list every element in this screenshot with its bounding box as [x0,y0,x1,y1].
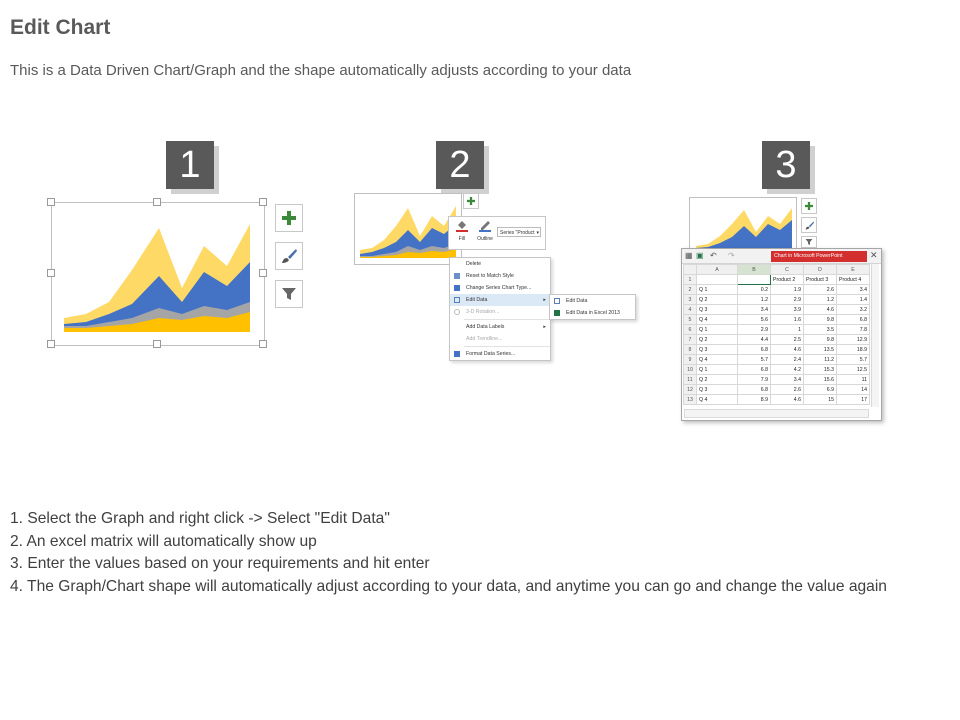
instructions-list [10,508,950,598]
row-header[interactable]: 2 [684,285,697,295]
context-menu-item-delete[interactable] [450,258,550,270]
instruction-step: 3. Enter the values based on your requirements and hit enter [10,555,430,572]
cell[interactable]: Q 3 [697,345,738,355]
page-title: Edit Chart [10,16,111,39]
cell[interactable]: 1.2 [804,295,837,305]
row-header[interactable]: 5 [684,315,697,325]
context-menu-item-reset-style[interactable] [450,270,550,282]
table-row [684,385,870,395]
column-header[interactable]: C [771,265,804,275]
cell[interactable]: 4.6 [771,345,804,355]
edit-data-submenu [549,294,636,320]
cell[interactable]: 0.2 [738,285,771,295]
context-menu-item-3d-rotation[interactable] [450,306,550,318]
cell[interactable]: 3.9 [771,305,804,315]
chart-3-area-chart[interactable] [696,206,792,250]
cell[interactable]: Q 1 [697,285,738,295]
row-header[interactable]: 1 [684,275,697,285]
fill-label: Fill [458,236,466,242]
cell[interactable]: 3.5 [804,325,837,335]
sheet-toolbar [682,249,881,264]
cell[interactable]: Q 1 [697,365,738,375]
chevron-down-icon: ▾ [536,230,539,236]
resize-handle[interactable] [47,340,55,348]
row-header[interactable]: 8 [684,345,697,355]
excel-icon [554,310,560,316]
table-row [684,285,870,295]
cell[interactable]: 1.2 [738,295,771,305]
row-header[interactable]: 3 [684,295,697,305]
cell[interactable]: 6.9 [804,385,837,395]
page-subtitle: This is a Data Driven Chart/Graph and the shape automatically adjusts according to your data [10,62,632,79]
table-row [684,365,870,375]
cell[interactable] [738,275,771,285]
plus-icon [467,197,475,205]
row-header[interactable]: 4 [684,305,697,315]
grid-icon[interactable]: ▦ [685,251,693,260]
mini-chart-styles-button[interactable] [801,217,817,233]
cell[interactable]: 11 [837,375,870,385]
cell[interactable]: 2.4 [771,355,804,365]
cell[interactable]: Q 2 [697,295,738,305]
cell[interactable]: 14 [837,385,870,395]
table-row [684,335,870,345]
cell[interactable]: Q 4 [697,315,738,325]
brush-icon [281,248,297,264]
instruction-step: 4. The Graph/Chart shape will automatically adjust according to your data, and anytime you can go and change the value again [10,577,887,595]
chart-filters-button[interactable] [275,280,303,308]
cell[interactable]: Q 4 [697,355,738,365]
mini-chart-elements-button[interactable] [801,198,817,214]
cell[interactable]: 1.6 [771,315,804,325]
cell[interactable]: 13.5 [804,345,837,355]
filter-icon [805,238,813,246]
context-menu-item-label: Change Series Chart Type... [466,285,532,291]
cell[interactable]: 1.9 [771,285,804,295]
submenu-item-label: Edit Data [566,298,588,304]
column-header[interactable]: E [837,265,870,275]
cell[interactable]: Q 2 [697,335,738,345]
submenu-item-label: Edit Data in Excel 2013 [566,310,620,316]
row-header[interactable]: 9 [684,355,697,365]
column-header-row [684,265,870,275]
cell[interactable]: 4.4 [738,335,771,345]
context-menu-item-label: Add Trendline... [466,336,503,342]
table-row [684,305,870,315]
table-row [684,315,870,325]
cell[interactable]: Q 3 [697,305,738,315]
cell[interactable]: 15.6 [804,375,837,385]
undo-icon[interactable]: ↶ [710,251,717,260]
context-menu-item-label: Edit Data [466,297,488,303]
cell[interactable]: 5.6 [738,315,771,325]
resize-handle[interactable] [259,269,267,277]
horizontal-scrollbar[interactable] [684,409,869,418]
cell[interactable]: Q 3 [697,385,738,395]
context-menu-item-format-data-series[interactable] [450,348,550,360]
reset-icon [454,273,460,279]
chevron-right-icon: ▸ [543,297,546,303]
filter-icon [281,286,297,302]
cell[interactable]: 6.8 [837,315,870,325]
cell[interactable]: Q 1 [697,325,738,335]
cell[interactable]: 12.5 [837,365,870,375]
cell[interactable]: Product 3 [804,275,837,285]
chevron-right-icon: ▸ [543,324,546,330]
corner-cell[interactable] [684,265,697,275]
menu-divider [464,319,550,320]
cell[interactable]: 18.9 [837,345,870,355]
context-menu-item-label: Delete [466,261,481,267]
redo-icon[interactable]: ↷ [728,251,735,260]
instruction-step: 2. An excel matrix will automatically show up [10,532,317,550]
excel-icon[interactable]: ▣ [696,251,704,260]
pen-outline-icon [479,220,491,232]
context-menu-item-edit-data[interactable] [450,294,550,306]
row-header[interactable]: 7 [684,335,697,345]
cell[interactable]: Q 2 [697,375,738,385]
resize-handle[interactable] [153,340,161,348]
context-menu [449,257,551,361]
table-row [684,325,870,335]
cell[interactable]: 6.8 [738,365,771,375]
step-2-badge: 2 [436,141,484,189]
cell[interactable]: 12.9 [837,335,870,345]
vertical-scrollbar[interactable] [871,264,879,407]
cell[interactable]: Product 4 [837,275,870,285]
trendline-icon [454,336,460,342]
cell[interactable]: 5.7 [837,355,870,365]
cell[interactable]: 3.4 [771,375,804,385]
submenu-item-edit-data[interactable] [550,295,635,307]
chart-styles-button[interactable] [275,242,303,270]
resize-handle[interactable] [259,340,267,348]
close-icon[interactable]: ✕ [870,250,878,260]
column-header[interactable]: D [804,265,837,275]
format-icon [454,351,460,357]
cell[interactable]: 6.8 [738,385,771,395]
resize-handle[interactable] [153,198,161,206]
cell[interactable]: 3.4 [837,285,870,295]
row-header[interactable]: 13 [684,395,697,405]
excel-data-window[interactable] [681,248,882,421]
cell[interactable]: 11.2 [804,355,837,365]
instruction-step: 1. Select the Graph and right click -> Select "Edit Data" [10,510,390,527]
brush-icon [805,221,814,230]
context-menu-item-label: Add Data Labels [466,324,505,330]
labels-icon [454,324,460,330]
plus-icon [282,211,296,225]
resize-handle[interactable] [47,198,55,206]
paint-bucket-icon [456,220,468,232]
plus-icon [805,202,813,210]
cell[interactable]: 2.9 [738,325,771,335]
cell[interactable]: 17 [837,395,870,405]
submenu-item-edit-data-excel[interactable] [550,307,635,319]
menu-divider [464,346,550,347]
fill-button[interactable] [455,220,469,242]
step-3-badge: 3 [762,141,810,189]
cell[interactable]: 7.9 [738,375,771,385]
context-menu-item-add-data-labels[interactable] [450,321,550,333]
resize-handle[interactable] [47,269,55,277]
data-grid [683,264,870,405]
table-row [684,275,870,285]
cell[interactable]: 9.8 [804,315,837,325]
cell[interactable] [697,275,738,285]
cell[interactable]: 1.4 [837,295,870,305]
resize-handle[interactable] [259,198,267,206]
context-menu-item-label: 3-D Rotation... [466,309,500,315]
series-selector-value: Series "Product [500,230,535,236]
rotate-icon [454,309,460,315]
table-row [684,355,870,365]
context-menu-item-change-chart-type[interactable] [450,282,550,294]
context-menu-item-label: Reset to Match Style [466,273,514,279]
column-header[interactable]: B [738,265,771,275]
cell[interactable]: 4.6 [804,305,837,315]
cell[interactable]: 9.8 [804,335,837,345]
cell[interactable]: Product 2 [771,275,804,285]
row-header[interactable]: 10 [684,365,697,375]
cell[interactable]: 3.4 [738,305,771,315]
format-mini-toolbar [448,216,546,250]
cell[interactable]: 5.7 [738,355,771,365]
cell[interactable]: Q 4 [697,395,738,405]
cell[interactable]: 15.3 [804,365,837,375]
cell[interactable]: 15 [804,395,837,405]
outline-button[interactable] [475,220,495,242]
row-header[interactable]: 11 [684,375,697,385]
table-row [684,295,870,305]
cell[interactable]: 1 [771,325,804,335]
chart-1-area-chart[interactable] [64,222,252,332]
cell[interactable]: 4.6 [771,395,804,405]
table-row [684,345,870,355]
delete-icon [454,261,460,267]
cell[interactable]: 7.8 [837,325,870,335]
chart-elements-button[interactable] [275,204,303,232]
table-icon [454,297,460,303]
cell[interactable]: 2.6 [804,285,837,295]
series-selector[interactable] [497,227,541,237]
step-1-badge: 1 [166,141,214,189]
cell[interactable]: 6.8 [738,345,771,355]
chart-type-icon [454,285,460,291]
context-menu-item-add-trendline[interactable] [450,333,550,345]
row-header[interactable]: 12 [684,385,697,395]
mini-chart-filters-button[interactable] [801,236,817,248]
chart-2-area-chart[interactable] [360,204,456,258]
cell[interactable]: 3.2 [837,305,870,315]
outline-label: Outline [477,236,493,242]
cell[interactable]: 2.5 [771,335,804,345]
sheet-window-title: Chart in Microsoft PowerPoint [771,251,867,262]
column-header[interactable]: A [697,265,738,275]
table-row [684,395,870,405]
cell[interactable]: 2.6 [771,385,804,395]
row-header[interactable]: 6 [684,325,697,335]
cell[interactable]: 8.9 [738,395,771,405]
mini-chart-elements-button[interactable] [463,193,479,209]
table-row [684,375,870,385]
cell[interactable]: 2.9 [771,295,804,305]
cell[interactable]: 4.2 [771,365,804,375]
table-icon [554,298,560,304]
context-menu-item-label: Format Data Series... [466,351,516,357]
